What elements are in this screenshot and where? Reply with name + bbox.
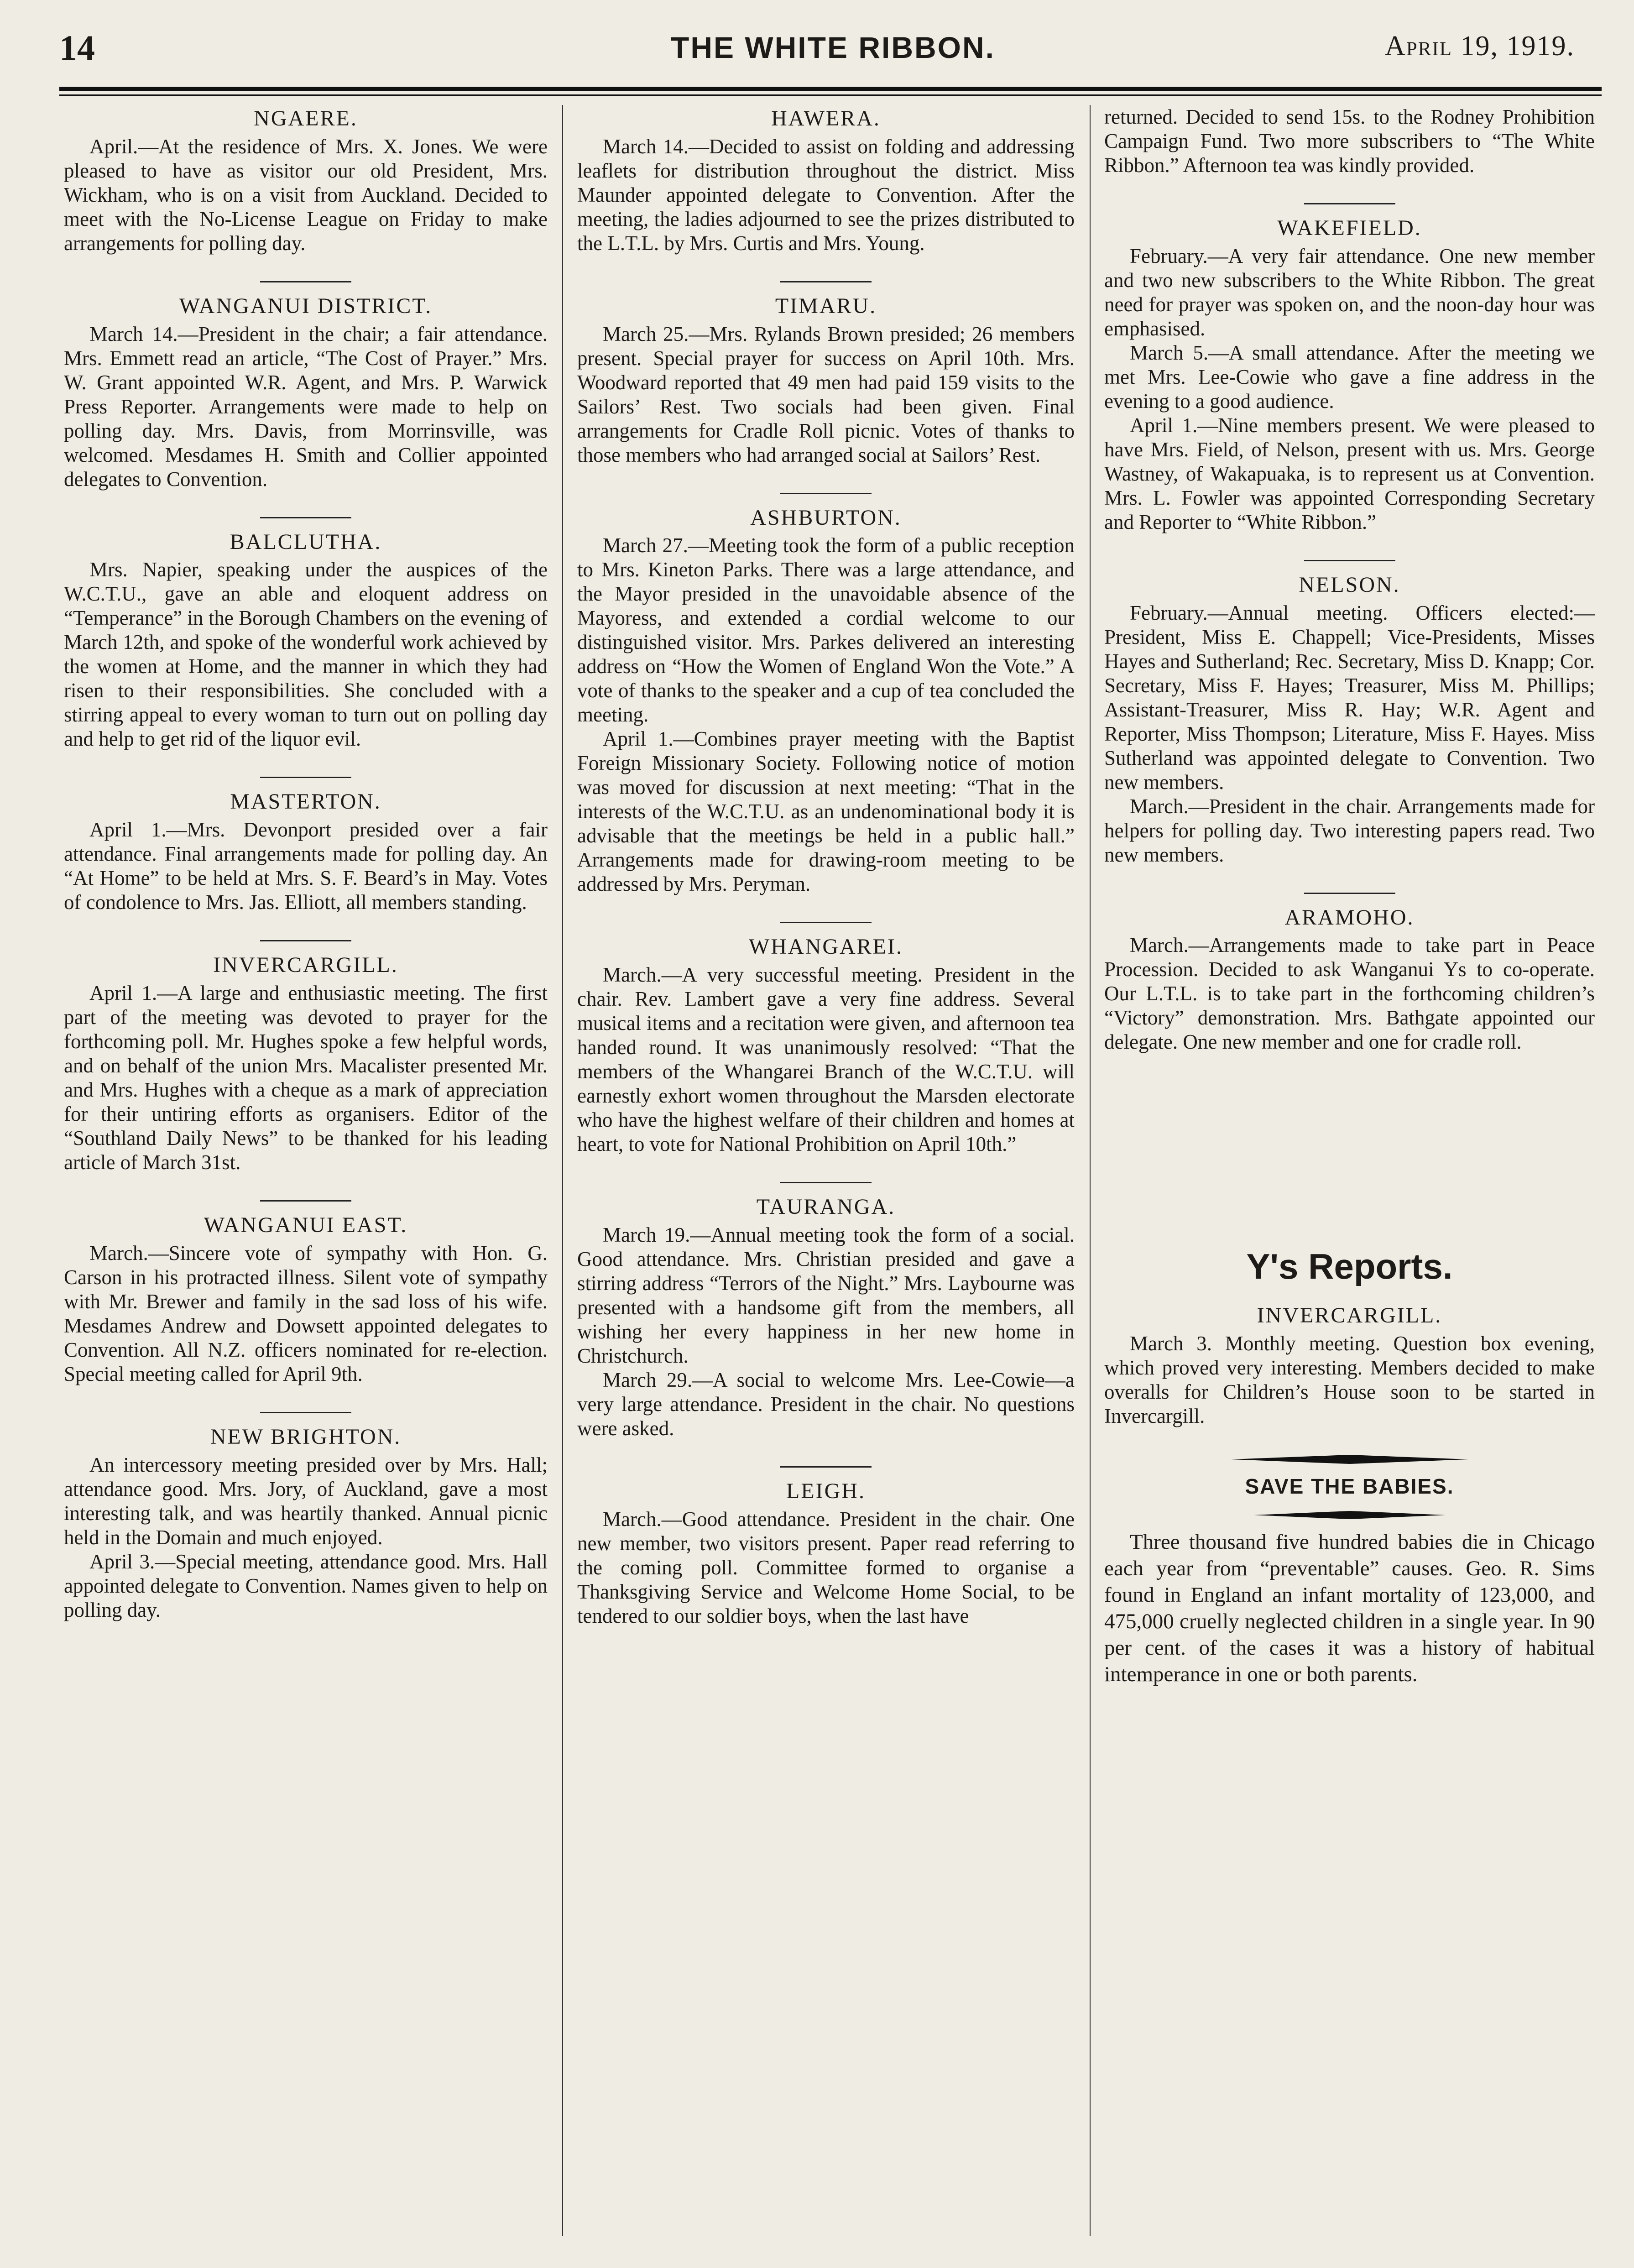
section-rule (260, 517, 351, 518)
section-rule (260, 777, 351, 778)
section-heading: INVERCARGILL. (213, 953, 398, 977)
save-babies-text: Three thousand five hundred babies die in Chicago each year from “preventable” causes. Geo. R. Sims found in England an infant mortality of 123,000, and 475,000 cruelly neglected children in a single year. In 90 per cent. of the cases it was a history of habitual intemperance in one or both parents. (1104, 1530, 1595, 1687)
header-rule-thick (59, 87, 1602, 91)
section-heading: WHANGAREI. (749, 935, 903, 959)
section-heading: WANGANUI DISTRICT. (179, 293, 433, 318)
report-section (1104, 216, 1595, 534)
section-paragraph: returned. Decided to send 15s. to the Rodney Prohibition Campaign Fund. Two more subscribers to “The White Ribbon.” Afternoon tea was kindly provided. (1104, 105, 1595, 177)
section-heading: MASTERTON. (230, 789, 381, 814)
section-rule (260, 940, 351, 941)
page-number: 14 (59, 28, 95, 68)
report-section (1104, 1304, 1595, 1428)
section-paragraph: An intercessory meeting presided over by Mrs. Hall; attendance good. Mrs. Jory, of Auckland, gave a most interesting talk, and was heartily thanked. Annual picnic held in the Domain and much enjoyed. (64, 1453, 548, 1549)
publication-title: THE WHITE RIBBON. (671, 31, 995, 64)
section-paragraph: February.—A very fair attendance. One new member and two new subscribers to the White Ribbon. The great need for prayer was spoken on, and the noon-day hour was emphasised. (1104, 244, 1595, 340)
section-paragraph: March 5.—A small attendance. After the meeting we met Mrs. Lee-Cowie who gave a fine address in the evening to a good audience. (1104, 341, 1595, 413)
section-rule (260, 1412, 351, 1413)
report-section (577, 294, 1075, 467)
report-section (1104, 906, 1595, 1055)
report-section (577, 1195, 1075, 1441)
report-section (64, 953, 548, 1175)
section-heading: NGAERE. (254, 106, 358, 131)
section-paragraph: March 14.—President in the chair; a fair attendance. Mrs. Emmett read an article, “The Cost of Prayer.” Mrs. W. Grant appointed W.R. Agent, and Mrs. P. Warwick Press Reporter. Arrangements were made to help on polling day. Mrs. Davis, from Morrinsville, was welcomed. Mesdames H. Smith and Collier appointed delegates to Convention. (64, 322, 548, 491)
column-1 (64, 105, 548, 2241)
section-paragraph: March 19.—Annual meeting took the form of a social. Good attendance. Mrs. Christian presided and gave a stirring address “Terrors of the Night.” Mrs. Laybourne was presented with a handsome gift from the members, all wishing her every happiness in her new home in Christchurch. (577, 1223, 1075, 1367)
section-heading: ARAMOHO. (1284, 905, 1415, 930)
section-rule (780, 493, 872, 494)
section-paragraph: February.—Annual meeting. Officers elected:—President, Miss E. Chappell; Vice-Presidents, Misses Hayes and Sutherland; Rec. Secretary, Miss D. Knapp; Cor. Secretary, Miss F. Hayes; Treasurer, Miss M. Phillips; Assistant-Treasurer, Miss R. Hay; W.R. Agent and Reporter, Miss Thompson; Literature, Miss F. Hayes. Miss Sutherland was appointed delegate to Convention. Two new members. (1104, 601, 1595, 794)
section-paragraph: April 3.—Special meeting, attendance good. Mrs. Hall appointed delegate to Convention. Names given to help on polling day. (64, 1550, 548, 1621)
section-heading: TAURANGA. (756, 1195, 896, 1219)
section-paragraph: Mrs. Napier, speaking under the auspices of the W.C.T.U., gave an able and eloquent address on “Temperance” in the Borough Chambers on the evening of March 12th, and spoke of the wonderful work achieved by the women at Home, and the manner in which they had risen to their responsibilities. She concluded with a stirring appeal to every woman to turn out on polling day and help to get rid of the liquor evil. (64, 558, 548, 751)
section-rule (1304, 893, 1395, 894)
section-paragraph: April 1.—Mrs. Devonport presided over a fair attendance. Final arrangements made for polling day. An “At Home” to be held at Mrs. S. F. Beard’s in May. Votes of condolence to Mrs. Jas. Elliott, all members standing. (64, 818, 548, 914)
issue-date: April 19, 1919. (1385, 31, 1575, 62)
report-section (1104, 573, 1595, 867)
section-heading: HAWERA. (771, 106, 881, 131)
section-heading: TIMARU. (775, 293, 877, 318)
report-section (64, 1213, 548, 1386)
ys-reports-title: Y's Reports. (1246, 1246, 1453, 1287)
section-paragraph: March.—President in the chair. Arrangements made for helpers for polling day. Two interesting papers read. Two new members. (1104, 794, 1595, 866)
column-3-reports (1104, 105, 1595, 1054)
report-section (1104, 105, 1595, 178)
report-section (577, 506, 1075, 897)
column-divider (1090, 105, 1091, 2236)
report-section (64, 790, 548, 915)
section-heading: NELSON. (1299, 572, 1400, 597)
section-paragraph: April.—At the residence of Mrs. X. Jones. We were pleased to have as visitor our old President, Mrs. Wickham, who is on a visit from Auckland. Decided to meet with the No-License League on Friday to make arrangements for polling day. (64, 135, 548, 255)
report-section (577, 1479, 1075, 1628)
report-section (577, 935, 1075, 1156)
section-heading: WANGANUI EAST. (204, 1212, 408, 1237)
section-paragraph: March 29.—A social to welcome Mrs. Lee-Cowie—a very large attendance. President in the chair. No questions were asked. (577, 1368, 1075, 1440)
section-heading: NEW BRIGHTON. (210, 1424, 402, 1449)
section-paragraph: March.—Good attendance. President in the chair. One new member, two visitors present. Paper read referring to the coming poll. Committee formed to organise a Thanksgiving Service and Welcome Home Social, to be tendered to our soldier boys, when the last have (577, 1507, 1075, 1627)
column-divider (562, 105, 563, 2236)
section-heading: LEIGH. (786, 1479, 866, 1503)
column-3 (1104, 105, 1595, 2241)
section-paragraph: March 27.—Meeting took the form of a public reception to Mrs. Kineton Parks. There was a large attendance, and the Mayor presided in the unavoidable absence of the Mayoress, and extended a cordial welcome to our distinguished visitor. Mrs. Parkes delivered an interesting address on “How the Women of England Won the Vote.” A vote of thanks to the speaker and a cup of tea concluded the meeting. (577, 534, 1075, 726)
ys-reports-sections (1104, 1304, 1595, 1428)
report-section (64, 107, 548, 256)
section-rule (780, 281, 872, 282)
section-paragraph: March.—A very successful meeting. President in the chair. Rev. Lambert gave a very fine address. Several musical items and a recitation were given, and afternoon tea handed round. It was unanimously resolved: “That the members of the Whangarei Branch of the W.C.T.U. will earnestly exhort women throughout the Marsden electorate who have the highest welfare of their children and homes at heart, to vote for National Prohibition on April 10th.” (577, 963, 1075, 1156)
section-paragraph: March 3. Monthly meeting. Question box evening, which proved very interesting. Members decided to make overalls for Children’s House soon to be started in Invercargill. (1104, 1332, 1595, 1428)
section-rule (780, 922, 872, 923)
header-rule-thin (59, 94, 1602, 96)
save-babies-title: SAVE THE BABIES. (1245, 1474, 1454, 1499)
section-paragraph: April 1.—A large and enthusiastic meeting. The first part of the meeting was devoted to prayer for the forthcoming poll. Mr. Hughes spoke a few helpful words, and on behalf of the union Mrs. Macalister presented Mr. and Mrs. Hughes with a cheque as a mark of appreciation for their untiring efforts as organisers. Editor of the “Southland Daily News” to be thanked for his leading article of March 31st. (64, 981, 548, 1174)
report-section (577, 107, 1075, 256)
section-paragraph: April 1.—Nine members present. We were pleased to have Mrs. Field, of Nelson, present with us. Mrs. George Wastney, of Wakapuaka, is to represent us at Convention. Mrs. L. Fowler was appointed Corresponding Secretary and Reporter to “White Ribbon.” (1104, 413, 1595, 533)
section-rule (260, 1200, 351, 1202)
column-2 (577, 105, 1075, 2241)
section-rule (1304, 203, 1395, 204)
section-heading: WAKEFIELD. (1277, 216, 1422, 240)
report-section (64, 1425, 548, 1622)
section-heading: INVERCARGILL. (1257, 1303, 1442, 1328)
ornament-divider-icon (1254, 1510, 1446, 1520)
section-paragraph: March.—Arrangements made to take part in Peace Procession. Decided to ask Wanganui Ys to co-operate. Our L.T.L. is to take part in the forthcoming children’s “Victory” demonstration. Mrs. Bathgate appointed our delegate. One new member and one for cradle roll. (1104, 934, 1595, 1054)
section-paragraph: March 25.—Mrs. Rylands Brown presided; 26 members present. Special prayer for success on April 10th. Mrs. Woodward reported that 49 men had paid 159 visits to the Sailors’ Rest. Two socials had been given. Final arrangements for Cradle Roll picnic. Votes of thanks to those members who had arranged social at Sailors’ Rest. (577, 322, 1075, 466)
section-paragraph: March 14.—Decided to assist on folding and addressing leaflets for distribution throughout the district. Miss Maunder appointed delegate to Convention. After the meeting, the ladies adjourned to see the prizes distributed to the L.T.L. by Mrs. Curtis and Mrs. Young. (577, 135, 1075, 255)
section-paragraph: April 1.—Combines prayer meeting with the Baptist Foreign Missionary Society. Following notice of motion was moved for discussion at next meeting: “That in the interests of the W.C.T.U. as an undenominational body it is advisable that the meetings be held in a public hall.” Arrangements made for drawing-room meeting to be addressed by Mrs. Peryman. (577, 727, 1075, 896)
section-heading: ASHBURTON. (750, 505, 902, 530)
report-section (64, 530, 548, 752)
section-rule (780, 1466, 872, 1468)
section-rule (260, 281, 351, 282)
section-heading: BALCLUTHA. (230, 529, 382, 554)
page-header (59, 27, 1607, 78)
ornament-divider-icon (1231, 1454, 1468, 1465)
section-rule (1304, 560, 1395, 561)
section-paragraph: March.—Sincere vote of sympathy with Hon. G. Carson in his protracted illness. Silent vote of sympathy with Mr. Brewer and family in the sad loss of his wife. Mesdames Andrew and Dowsett appointed delegates to Convention. All N.Z. officers nominated for re-election. Special meeting called for April 9th. (64, 1241, 548, 1385)
section-rule (780, 1182, 872, 1183)
report-section (64, 294, 548, 491)
